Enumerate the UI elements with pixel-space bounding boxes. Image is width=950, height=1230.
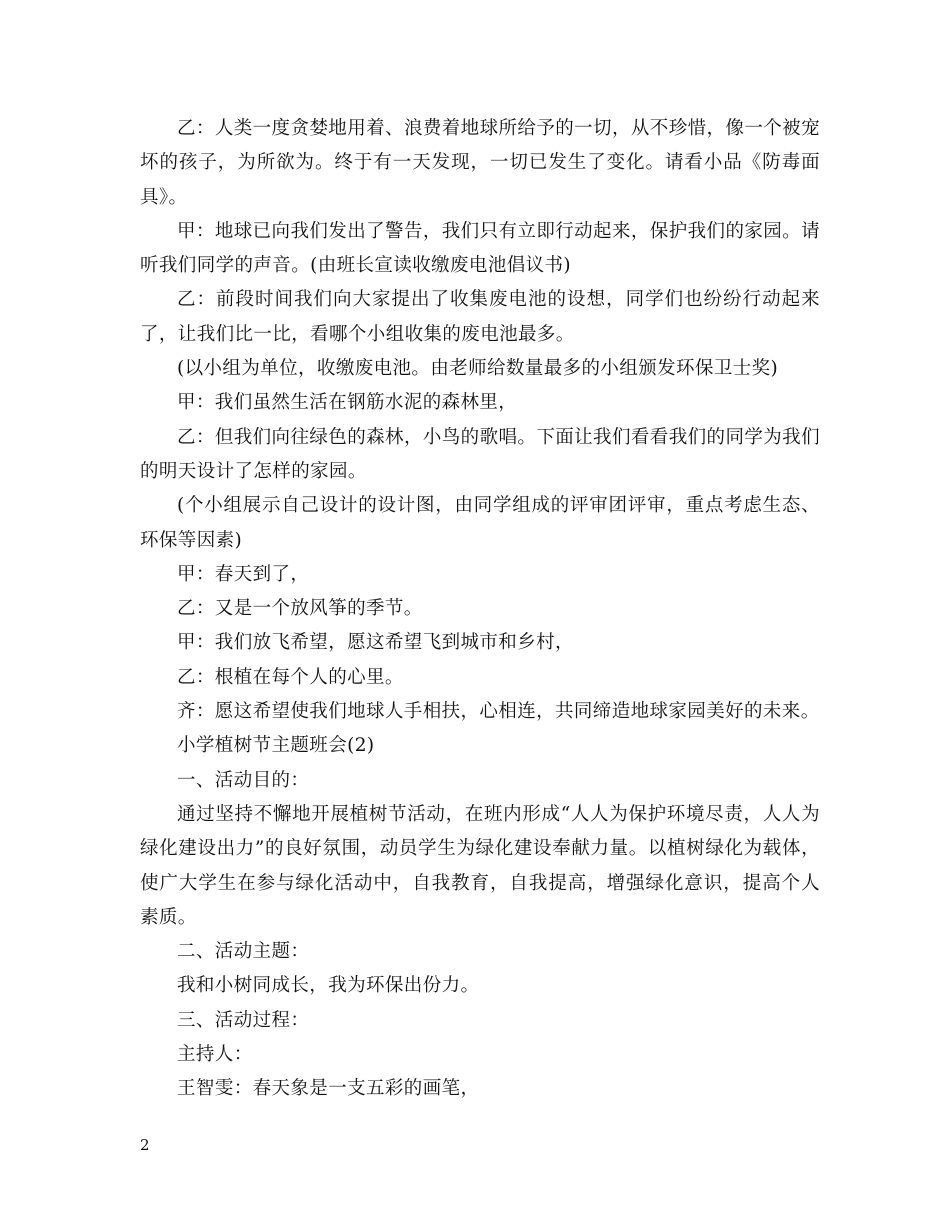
paragraph: (以小组为单位，收缴废电池。由老师给数量最多的小组颁发环保卫士奖) xyxy=(177,358,779,380)
paragraph: 通过坚持不懈地开展植树节活动，在班内形成“人人为保护环境尽责，人人为绿化建设出力”的良好氛围，动员学生为绿化建设奉献力量。以植树绿化为载体，使广大学生在参与绿化活动中，自我教育，自我提高，增强绿化意识，提高个人素质。 xyxy=(140,803,820,928)
paragraph: 乙：前段时间我们向大家提出了收集废电池的设想，同学们也纷纷行动起来了，让我们比一比，看哪个小组收集的废电池最多。 xyxy=(140,289,820,345)
paragraph: 乙：又是一个放风筝的季节。 xyxy=(177,598,423,620)
paragraph: 王智雯：春天象是一支五彩的画笔， xyxy=(177,1078,480,1100)
paragraph: 乙：人类一度贪婪地用着、浪费着地球所给予的一切，从不珍惜，像一个被宠坏的孩子，为所欲为。终于有一天发现，一切已发生了变化。请看小品《防毒面具》。 xyxy=(140,118,820,208)
paragraph: 乙：但我们向往绿色的森林，小鸟的歌唱。下面让我们看看我们的同学为我们的明天设计了怎样的家园。 xyxy=(140,426,820,482)
paragraph: 甲：我们放飞希望，愿这希望飞到城市和乡村， xyxy=(177,632,574,654)
paragraph: 甲：春天到了， xyxy=(177,563,310,585)
document-body xyxy=(140,112,820,1107)
section-heading: 一、活动目的： xyxy=(177,769,310,791)
paragraph: 甲：我们虽然生活在钢筋水泥的森林里， xyxy=(177,392,518,414)
section-heading: 二、活动主题： xyxy=(177,941,310,963)
paragraph: 乙：根植在每个人的心里。 xyxy=(177,666,404,688)
paragraph: (个小组展示自己设计的设计图，由同学组成的评审团评审，重点考虑生态、环保等因素) xyxy=(140,495,820,551)
section-title: 小学植树节主题班会(2) xyxy=(177,735,375,757)
paragraph: 齐：愿这希望使我们地球人手相扶，心相连，共同缔造地球家园美好的未来。 xyxy=(177,701,820,723)
section-heading: 三、活动过程： xyxy=(177,1009,310,1031)
paragraph: 我和小树同成长，我为环保出份力。 xyxy=(177,975,480,997)
paragraph: 主持人： xyxy=(177,1044,253,1066)
paragraph: 甲：地球已向我们发出了警告，我们只有立即行动起来，保护我们的家园。请听我们同学的声音。(由班长宣读收缴废电池倡议书) xyxy=(140,220,820,277)
page-number: 2 xyxy=(140,1136,150,1154)
